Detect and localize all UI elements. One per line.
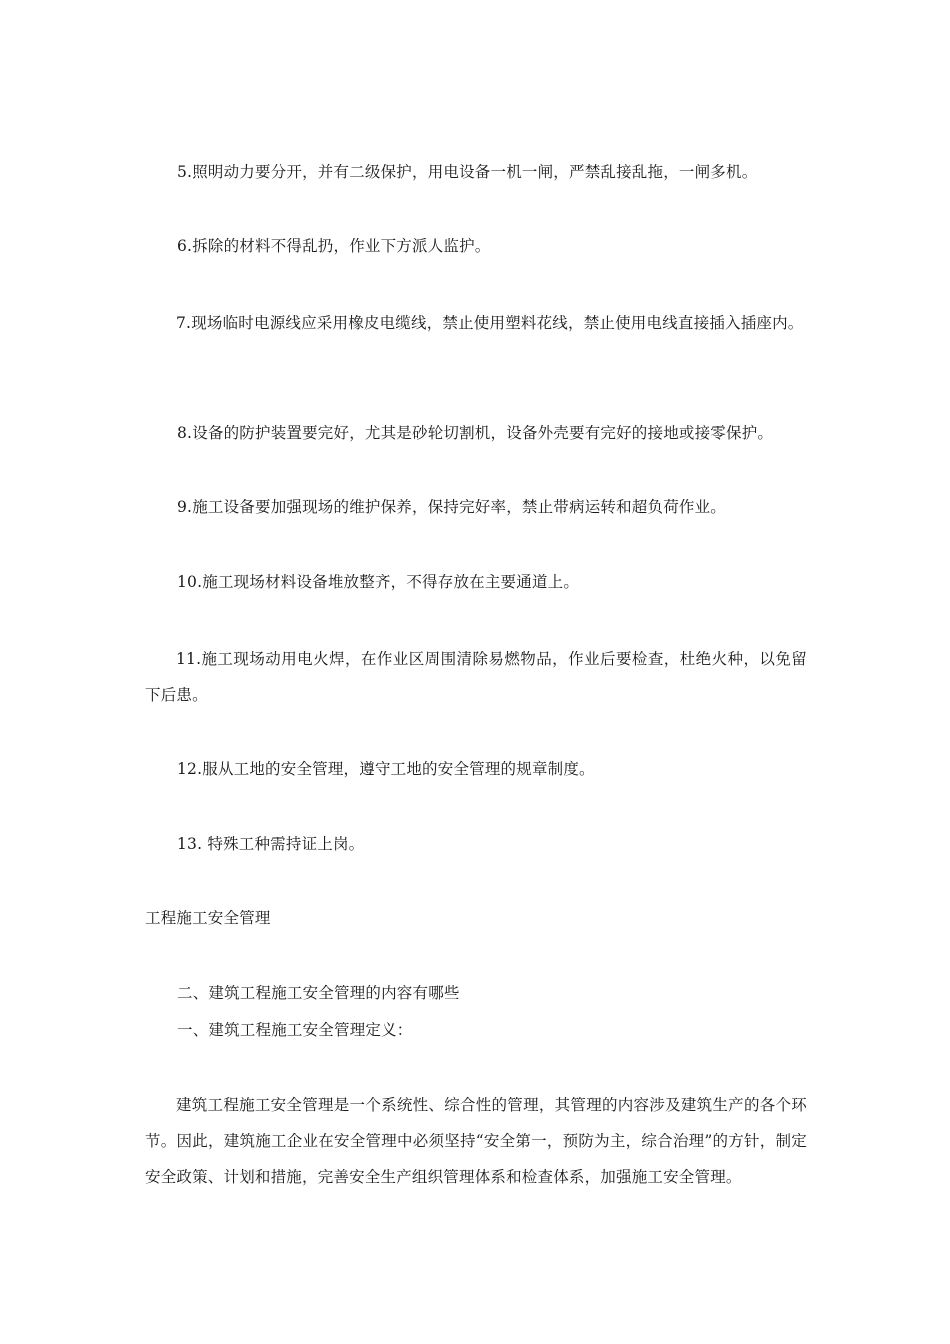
subheading-one: 一、建筑工程施工安全管理定义： [177,1021,413,1039]
list-item-7: 7.现场临时电源线应采用橡皮电缆线，禁止使用塑料花线，禁止使用电线直接插入插座内。 [176,314,804,332]
section-heading: 工程施工安全管理 [145,909,271,927]
list-item-12: 12.服从工地的安全管理，遵守工地的安全管理的规章制度。 [177,760,595,778]
subheading-two: 二、建筑工程施工安全管理的内容有哪些 [177,984,460,1002]
list-item-9: 9.施工设备要加强现场的维护保养，保持完好率，禁止带病运转和超负荷作业。 [177,498,726,516]
list-item-11: 11.施工现场动用电火焊，在作业区周围清除易燃物品，作业后要检查，杜绝火种，以免留下后患。 [145,650,807,704]
list-item-10: 10.施工现场材料设备堆放整齐，不得存放在主要通道上。 [177,573,580,591]
list-item-6: 6.拆除的材料不得乱扔，作业下方派人监护。 [177,237,491,255]
list-item-8: 8.设备的防护装置要完好，尤其是砂轮切割机，设备外壳要有完好的接地或接零保护。 [177,424,774,442]
body-paragraph: 建筑工程施工安全管理是一个系统性、综合性的管理，其管理的内容涉及建筑生产的各个环节。因此，建筑施工企业在安全管理中必须坚持“安全第一，预防为主，综合治理”的方针，制定安全政策、计划和措施，完善安全生产组织管理体系和检查体系，加强施工安全管理。 [145,1096,807,1186]
list-item-13: 13. 特殊工种需持证上岗。 [177,835,365,853]
list-item-5: 5.照明动力要分开，并有二级保护，用电设备一机一闸，严禁乱接乱拖，一闸多机。 [177,163,758,181]
